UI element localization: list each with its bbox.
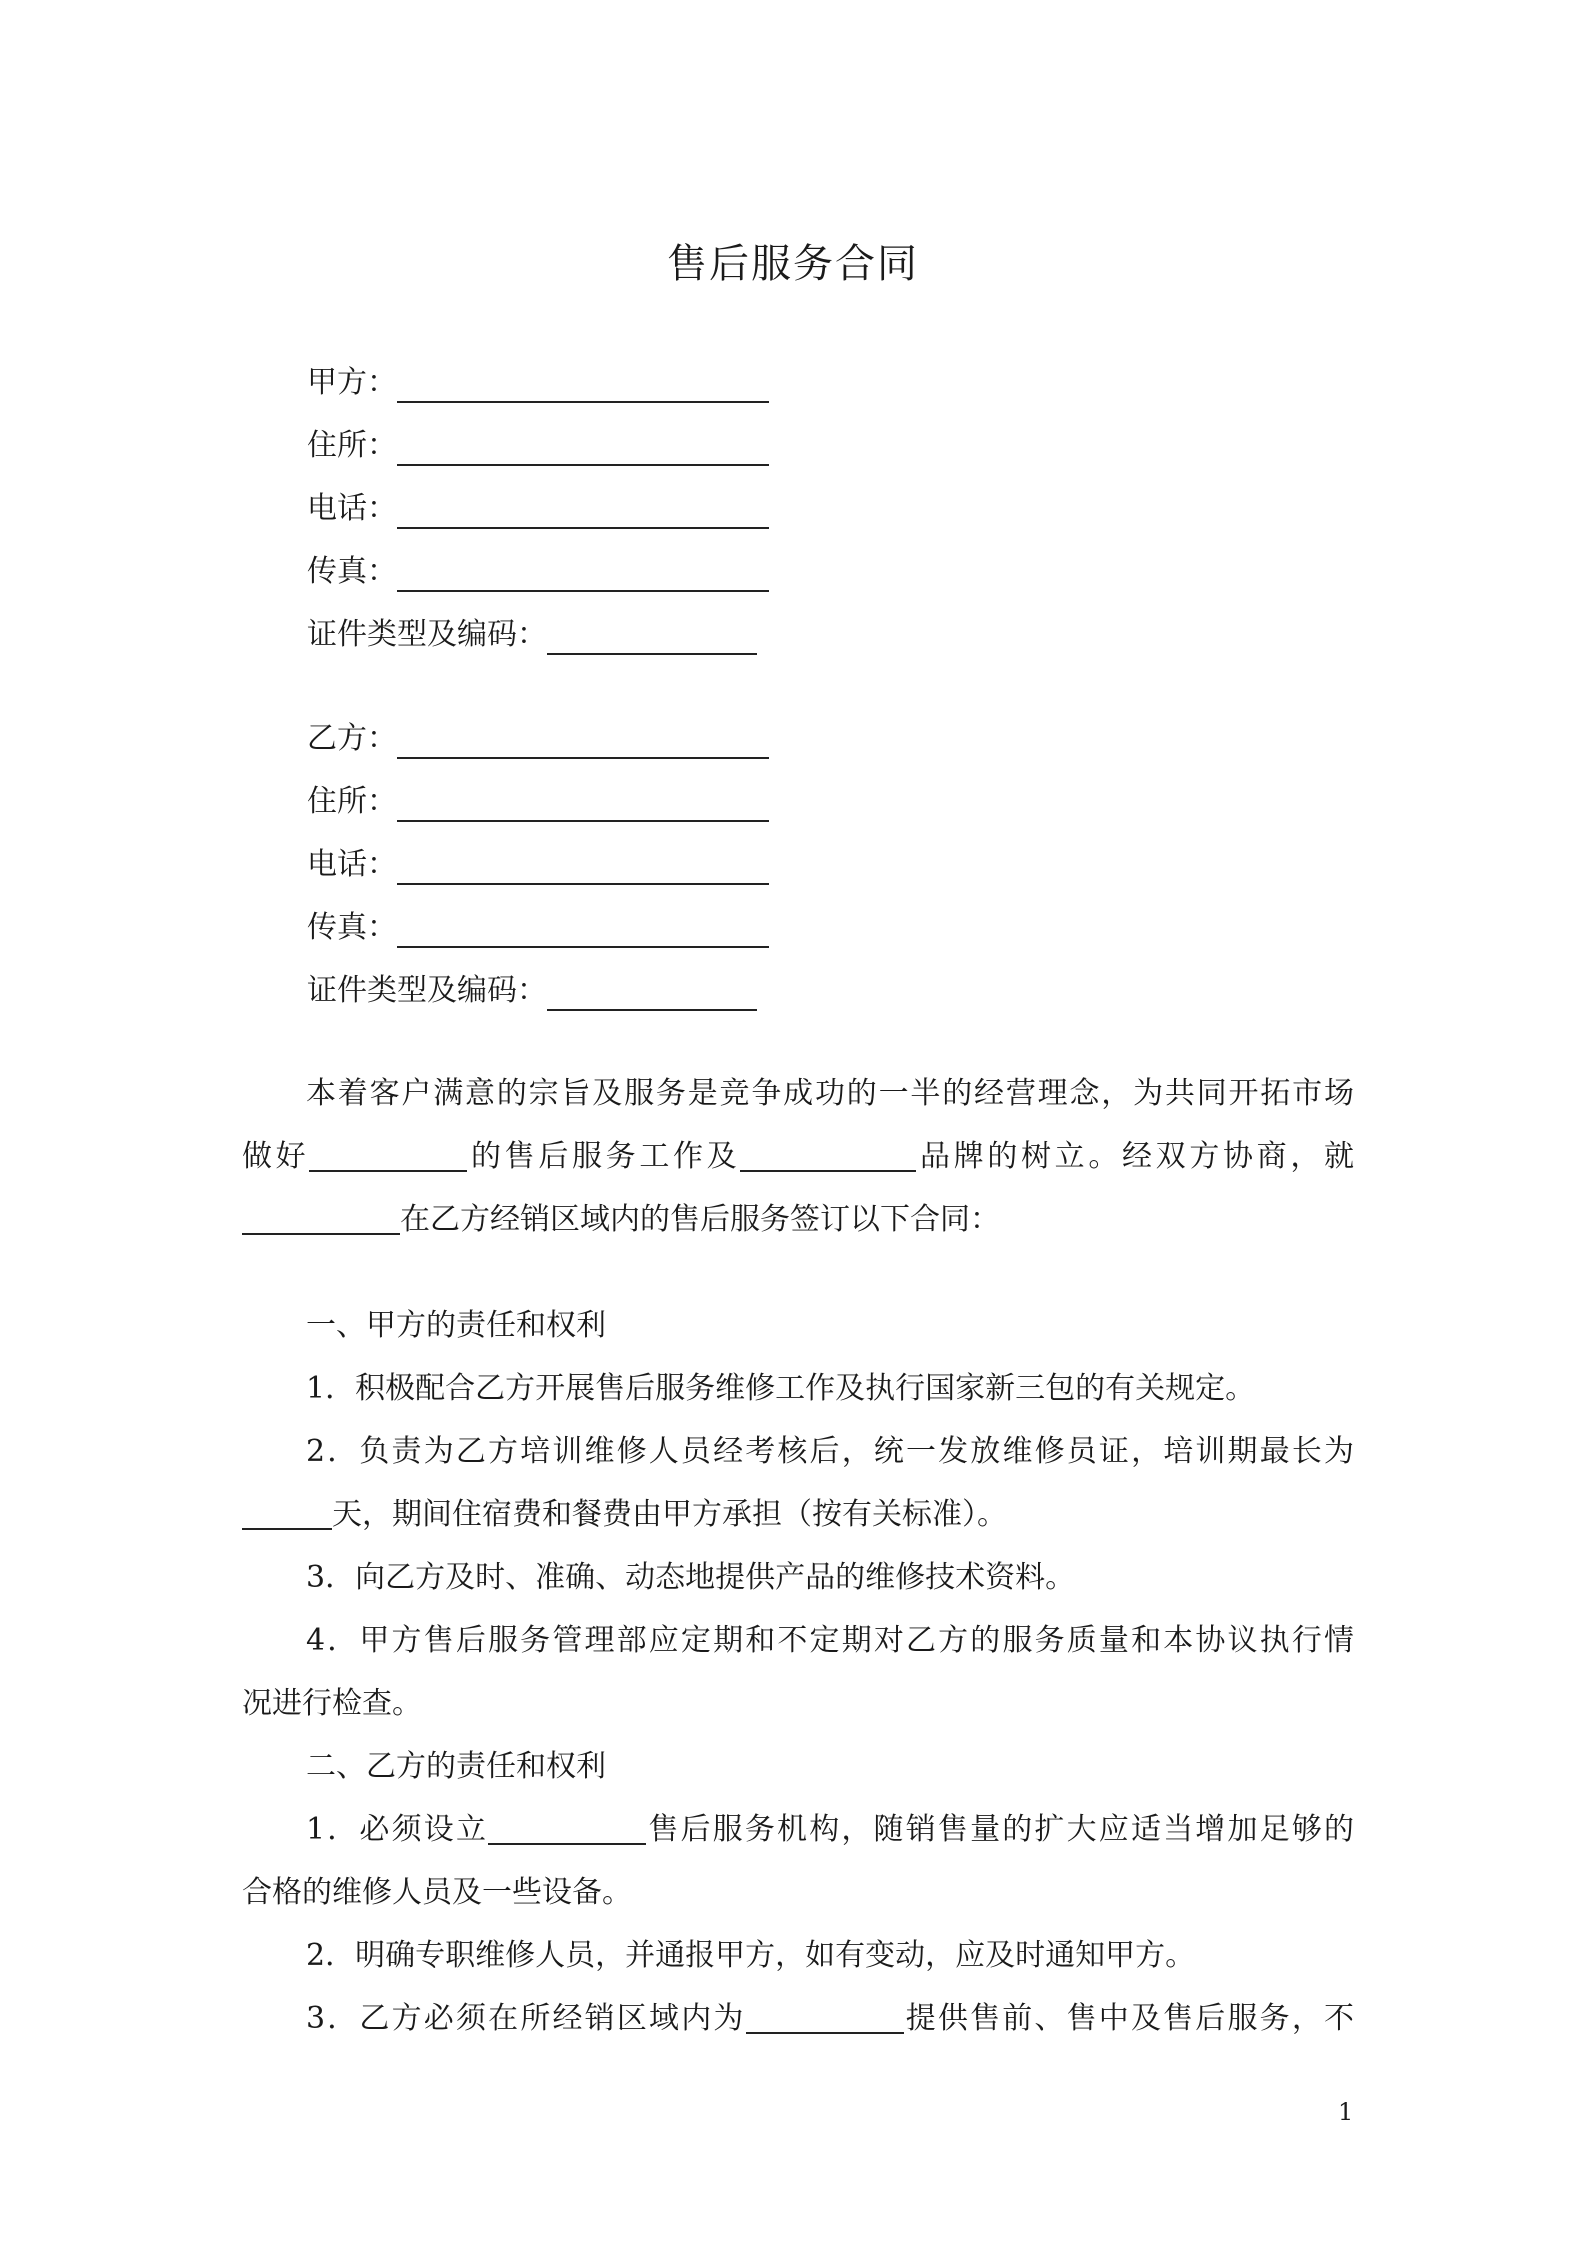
service-org-blank[interactable] xyxy=(488,1803,646,1845)
party-b-name-label: 乙方： xyxy=(307,721,397,756)
party-a-fax-blank[interactable] xyxy=(397,556,769,592)
intro-line-2 xyxy=(242,1125,1354,1188)
section-1-item-4-line-1: 4．甲方售后服务管理部应定期和不定期对乙方的服务质量和本协议执行情 xyxy=(306,1623,1354,1658)
party-b-phone-blank[interactable] xyxy=(397,849,769,885)
section-2-item-1-line-2: 合格的维修人员及一些设备。 xyxy=(242,1875,632,1910)
party-a-phone-blank[interactable] xyxy=(397,493,769,529)
intro-line-3-text: 在乙方经销区域内的售后服务签订以下合同： xyxy=(400,1202,1000,1237)
party-b-address-blank[interactable] xyxy=(397,786,769,822)
section-1-item-3: 3．向乙方及时、准确、动态地提供产品的维修技术资料。 xyxy=(306,1560,1076,1595)
section-2-item-2: 2．明确专职维修人员，并通报甲方，如有变动，应及时通知甲方。 xyxy=(306,1938,1196,1973)
contract-title: 售后服务合同 xyxy=(667,241,919,287)
party-b-fax-field xyxy=(307,908,769,948)
service-target-blank[interactable] xyxy=(746,1992,904,2034)
training-days-blank[interactable] xyxy=(242,1488,332,1530)
section-1-item-2-line-2-text: 天，期间住宿费和餐费由甲方承担（按有关标准）。 xyxy=(332,1497,1007,1532)
section-1-heading: 一、甲方的责任和权利 xyxy=(306,1308,606,1343)
party-a-name-field xyxy=(307,363,769,403)
party-b-address-field xyxy=(307,782,769,822)
party-b-fax-blank[interactable] xyxy=(397,912,769,948)
section-1-item-4-line-2: 况进行检查。 xyxy=(242,1686,422,1721)
party-a-fax-field xyxy=(307,552,769,592)
section-2-item-1-text-b: 售后服务机构，随销售量的扩大应适当增加足够的 xyxy=(646,1812,1354,1847)
section-1-item-1: 1．积极配合乙方开展售后服务维修工作及执行国家新三包的有关规定。 xyxy=(306,1371,1256,1406)
section-2-item-3-text-a: 3．乙方必须在所经销区域内为 xyxy=(306,2001,746,2036)
intro-blank-brand-2[interactable] xyxy=(740,1130,916,1172)
intro-blank-product[interactable] xyxy=(242,1193,400,1235)
party-b-address-label: 住所： xyxy=(307,784,397,819)
intro-blank-brand-1[interactable] xyxy=(309,1130,467,1172)
party-a-fax-label: 传真： xyxy=(307,554,397,589)
party-a-address-field xyxy=(307,426,769,466)
section-1-item-2-line-2 xyxy=(242,1483,1354,1546)
section-1 xyxy=(242,1294,1354,1735)
intro-line-1: 本着客户满意的宗旨及服务是竞争成功的一半的经营理念，为共同开拓市场 xyxy=(306,1076,1354,1111)
party-a-address-label: 住所： xyxy=(307,428,397,463)
party-a-id-label: 证件类型及编码： xyxy=(307,617,547,652)
party-b-id-label: 证件类型及编码： xyxy=(307,973,547,1008)
section-2-item-1-text-a: 1．必须设立 xyxy=(306,1812,489,1847)
party-a-name-label: 甲方： xyxy=(307,365,397,400)
party-b-phone-field xyxy=(307,845,769,885)
section-2-heading: 二、乙方的责任和权利 xyxy=(306,1749,606,1784)
intro-line-2-text-c: 品牌的树立。经双方协商，就 xyxy=(916,1139,1354,1174)
party-b-name-blank[interactable] xyxy=(397,723,769,759)
party-a-address-blank[interactable] xyxy=(397,430,769,466)
party-a-id-blank[interactable] xyxy=(547,619,757,655)
section-1-item-2-line-1: 2．负责为乙方培训维修人员经考核后，统一发放维修员证，培训期最长为 xyxy=(306,1434,1354,1469)
party-b-id-field xyxy=(307,971,757,1011)
party-a-phone-field xyxy=(307,489,769,529)
section-2 xyxy=(242,1735,1354,2050)
intro-line-2-text-a: 做好 xyxy=(242,1139,310,1174)
party-a-name-blank[interactable] xyxy=(397,367,769,403)
party-b-phone-label: 电话： xyxy=(307,847,397,882)
section-2-item-1-line-1 xyxy=(242,1798,1354,1861)
party-b-name-field xyxy=(307,719,769,759)
section-2-item-3-line-1 xyxy=(242,1987,1354,2050)
intro-line-3 xyxy=(242,1188,1354,1251)
page-number: 1 xyxy=(1338,2098,1354,2126)
party-a-phone-label: 电话： xyxy=(307,491,397,526)
party-b-id-blank[interactable] xyxy=(547,975,757,1011)
section-2-item-3-text-b: 提供售前、售中及售后服务，不 xyxy=(903,2001,1354,2036)
intro-line-2-text-b: 的售后服务工作及 xyxy=(467,1139,741,1174)
party-b-fax-label: 传真： xyxy=(307,910,397,945)
party-a-id-field xyxy=(307,615,757,655)
intro-paragraph xyxy=(242,1062,1354,1251)
